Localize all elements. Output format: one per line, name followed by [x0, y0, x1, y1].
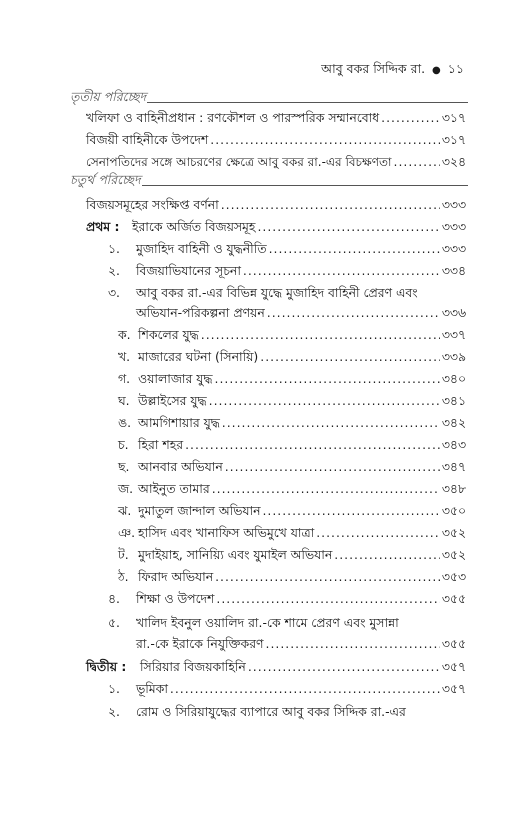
toc-leader-dots [243, 263, 440, 278]
toc-entry-page: ৩৩৩ [441, 219, 466, 234]
toc-entry-number: ছ. [118, 459, 130, 474]
toc-entry[interactable] [118, 327, 466, 345]
toc-entry-page: ৩৩৩ [441, 197, 466, 212]
section-heading-third [70, 91, 468, 107]
toc-leader-dots [221, 197, 440, 212]
toc-leader-dots [269, 241, 440, 256]
toc-entry[interactable] [86, 154, 466, 172]
toc-entry[interactable] [118, 349, 466, 367]
toc-entry-number: ১. [108, 241, 120, 256]
toc-entry-number: জ. [118, 481, 134, 496]
toc-entry-page: ৩৩৭ [441, 327, 466, 342]
toc-entry-label: সিরিয়ার বিজয়কাহিনি [140, 659, 246, 674]
toc-entry-label: ওয়ালাজার যুদ্ধ [138, 371, 213, 386]
toc-entry[interactable] [108, 241, 466, 259]
section-heading-rule [147, 102, 468, 103]
toc-entry-page: ৩১৭ [441, 110, 466, 125]
toc-entry[interactable] [86, 219, 466, 237]
toc-entry-number: ক. [118, 327, 131, 342]
toc-leader-dots [216, 591, 439, 606]
toc-entry-page: ৩৩৪ [441, 263, 466, 278]
toc-entry-page: ৩৩৯ [441, 349, 466, 364]
toc-leader-dots [225, 459, 440, 474]
toc-entry-number: প্রথম : [86, 219, 120, 234]
toc-entry[interactable] [108, 615, 466, 633]
toc-leader-dots [215, 569, 440, 584]
toc-entry[interactable] [118, 481, 466, 499]
toc-entry-label: উল্লাইসের যুদ্ধ [138, 393, 207, 408]
toc-entry[interactable] [86, 132, 466, 150]
toc-entry-label: মুদাইয়াহ, সানিয়্যি এবং যুমাইল অভিযান [138, 547, 333, 562]
toc-entry-label: আমগিশায়ার যুদ্ধ [138, 415, 220, 430]
toc-entry-label: ফিরাদ অভিযান [138, 569, 214, 584]
toc-entry-label: বিজয়াভিযানের সূচনা [136, 263, 241, 278]
toc-entry-label: রা.-কে ইরাকে নিযুক্তিকরণ [136, 636, 264, 651]
toc-entry[interactable] [118, 371, 466, 389]
toc-entry-label: ইরাকে অর্জিত বিজয়সমূহ [132, 219, 256, 234]
toc-entry-page: ৩৪৩ [441, 437, 466, 452]
toc-entry-label: হাসিদ এবং খানাফিস অভিমুখে যাত্রা [138, 525, 315, 540]
toc-entry-label: দুমাতুল জান্দাল অভিযান [138, 503, 261, 518]
toc-entry-number: ৫. [108, 615, 120, 630]
bullet-icon: ● [432, 65, 441, 76]
toc-leader-dots [185, 437, 440, 452]
toc-leader-dots [316, 525, 440, 540]
toc-leader-dots [334, 547, 440, 562]
toc-entry-page: ৩৪১ [441, 393, 466, 408]
section-heading-text: চতুর্থ পরিচ্ছেদ [70, 172, 141, 187]
toc-entry-page: ৩৫৫ [441, 636, 466, 651]
toc-entry-number: ঝ. [118, 503, 132, 518]
toc-entry-page: ৩৫৩ [441, 569, 466, 584]
toc-entry-label: আনবার অভিযান [138, 459, 223, 474]
toc-entry-number: ২. [108, 704, 120, 719]
toc-entry[interactable] [108, 704, 466, 722]
toc-entry-page: ৩৫৭ [441, 659, 466, 674]
toc-leader-dots [262, 503, 439, 518]
toc-entry-page: ৩১৭ [441, 132, 466, 147]
section-heading-text: তৃতীয় পরিচ্ছেদ [70, 89, 147, 104]
toc-entry[interactable] [118, 569, 466, 587]
toc-leader-dots [394, 154, 440, 169]
toc-leader-dots [210, 132, 440, 147]
toc-entry-page: ৩৫০ [441, 503, 466, 518]
toc-entry-label: অভিযান-পরিকল্পনা প্রণয়ন [136, 305, 265, 320]
toc-entry-number: ২. [108, 263, 120, 278]
toc-entry[interactable] [118, 415, 466, 433]
toc-entry-page: ৩৫৫ [441, 591, 466, 606]
toc-leader-dots [248, 659, 440, 674]
toc-entry-label: খলিফা ও বাহিনীপ্রধান : রণকৌশল ও পারস্পরিক সম্মানবোধ [86, 110, 380, 125]
toc-entry[interactable] [136, 305, 466, 323]
toc-leader-dots [266, 636, 440, 651]
toc-entry-label: মাজারের ঘটনা (সিনায়ি) [138, 349, 259, 364]
toc-entry-label: আবু বকর রা.-এর বিভিন্ন যুদ্ধে মুজাহিদ বাহিনী প্রেরণ এবং [136, 285, 418, 300]
toc-entry[interactable] [108, 263, 466, 281]
toc-entry-number: চ. [118, 437, 129, 452]
toc-entry-page: ৩৪৭ [441, 459, 466, 474]
toc-entry-number: ঙ. [118, 415, 132, 430]
toc-entry-number: ৩. [108, 285, 120, 300]
toc-entry-label: খালিদ ইবনুল ওয়ালিদ রা.-কে শামে প্রেরণ এবং মুসান্না [136, 615, 399, 630]
toc-entry-label: বিজয়সমূহের সংক্ষিপ্ত বর্ণনা [86, 197, 219, 212]
toc-entry-label: আইনুত তামার [138, 481, 210, 496]
toc-entry-page: ৩৫২ [441, 547, 466, 562]
toc-leader-dots [267, 305, 440, 320]
toc-leader-dots [209, 393, 440, 408]
toc-entry-page: ৩৫২ [441, 525, 466, 540]
toc-entry-label: বিজয়ী বাহিনীকে উপদেশ [86, 132, 209, 147]
toc-entry-number: খ. [118, 349, 131, 364]
toc-entry[interactable] [118, 437, 466, 455]
toc-entry-number: দ্বিতীয় : [86, 659, 127, 674]
toc-entry-page: ৩৫৭ [441, 681, 466, 696]
toc-entry-number: ট. [118, 547, 129, 562]
toc-leader-dots [381, 110, 440, 125]
toc-leader-dots [260, 349, 440, 364]
toc-entry-label: মুজাহিদ বাহিনী ও যুদ্ধনীতি [136, 241, 267, 256]
toc-entry-page: ৩৪০ [441, 371, 466, 386]
toc-entry-label: ভূমিকা [136, 681, 168, 696]
toc-entry[interactable] [108, 285, 466, 303]
toc-entry[interactable] [118, 547, 466, 565]
toc-entry-number: ৪. [108, 591, 120, 606]
toc-leader-dots [257, 219, 439, 234]
toc-entry-number: ঞ. [118, 525, 136, 540]
toc-entry[interactable] [86, 659, 466, 677]
running-header [321, 61, 464, 81]
toc-entry-label: রোম ও সিরিয়াযুদ্ধের ব্যাপারে আবু বকর সিদ্দিক রা.-এর [136, 704, 406, 719]
toc-entry[interactable] [86, 110, 466, 128]
toc-leader-dots [170, 681, 440, 696]
toc-entry-label: হিরা শহর [138, 437, 184, 452]
toc-entry-label: সেনাপতিদের সঙ্গে আচরণের ক্ষেত্রে আবু বকর রা.-এর বিচক্ষণতা [86, 155, 392, 169]
toc-entry[interactable] [108, 681, 466, 699]
toc-entry-page: ৩২৪ [441, 154, 466, 169]
toc-entry[interactable] [118, 393, 466, 411]
toc-leader-dots [215, 371, 440, 386]
section-heading-fourth [70, 174, 468, 190]
section-heading-rule [142, 185, 468, 186]
toc-entry[interactable] [136, 636, 466, 654]
toc-entry-number: ঠ. [118, 569, 129, 584]
toc-entry-label: শিকলের যুদ্ধ [138, 327, 199, 342]
toc-entry-page: ৩৩৬ [441, 305, 466, 320]
toc-entry-number: ঘ. [118, 393, 130, 408]
toc-entry-label: শিক্ষা ও উপদেশ [136, 591, 215, 606]
toc-entry-number: গ. [118, 371, 131, 386]
toc-entry-page: ৩৪২ [441, 415, 466, 430]
running-header-page-number: ১১ [447, 61, 464, 76]
toc-entry-number: ১. [108, 681, 120, 696]
toc-entry[interactable] [108, 591, 466, 609]
toc-entry-page: ৩৪৮ [441, 481, 466, 496]
toc-leader-dots [212, 481, 440, 496]
toc-entry[interactable] [118, 459, 466, 477]
toc-leader-dots [222, 415, 440, 430]
toc-entry-page: ৩৩৩ [441, 241, 466, 256]
toc-leader-dots [201, 327, 440, 342]
running-header-title: আবু বকর সিদ্দিক রা. [321, 61, 426, 76]
toc-entry[interactable] [86, 197, 466, 215]
toc-entry[interactable] [118, 503, 466, 521]
toc-entry[interactable] [118, 525, 466, 543]
